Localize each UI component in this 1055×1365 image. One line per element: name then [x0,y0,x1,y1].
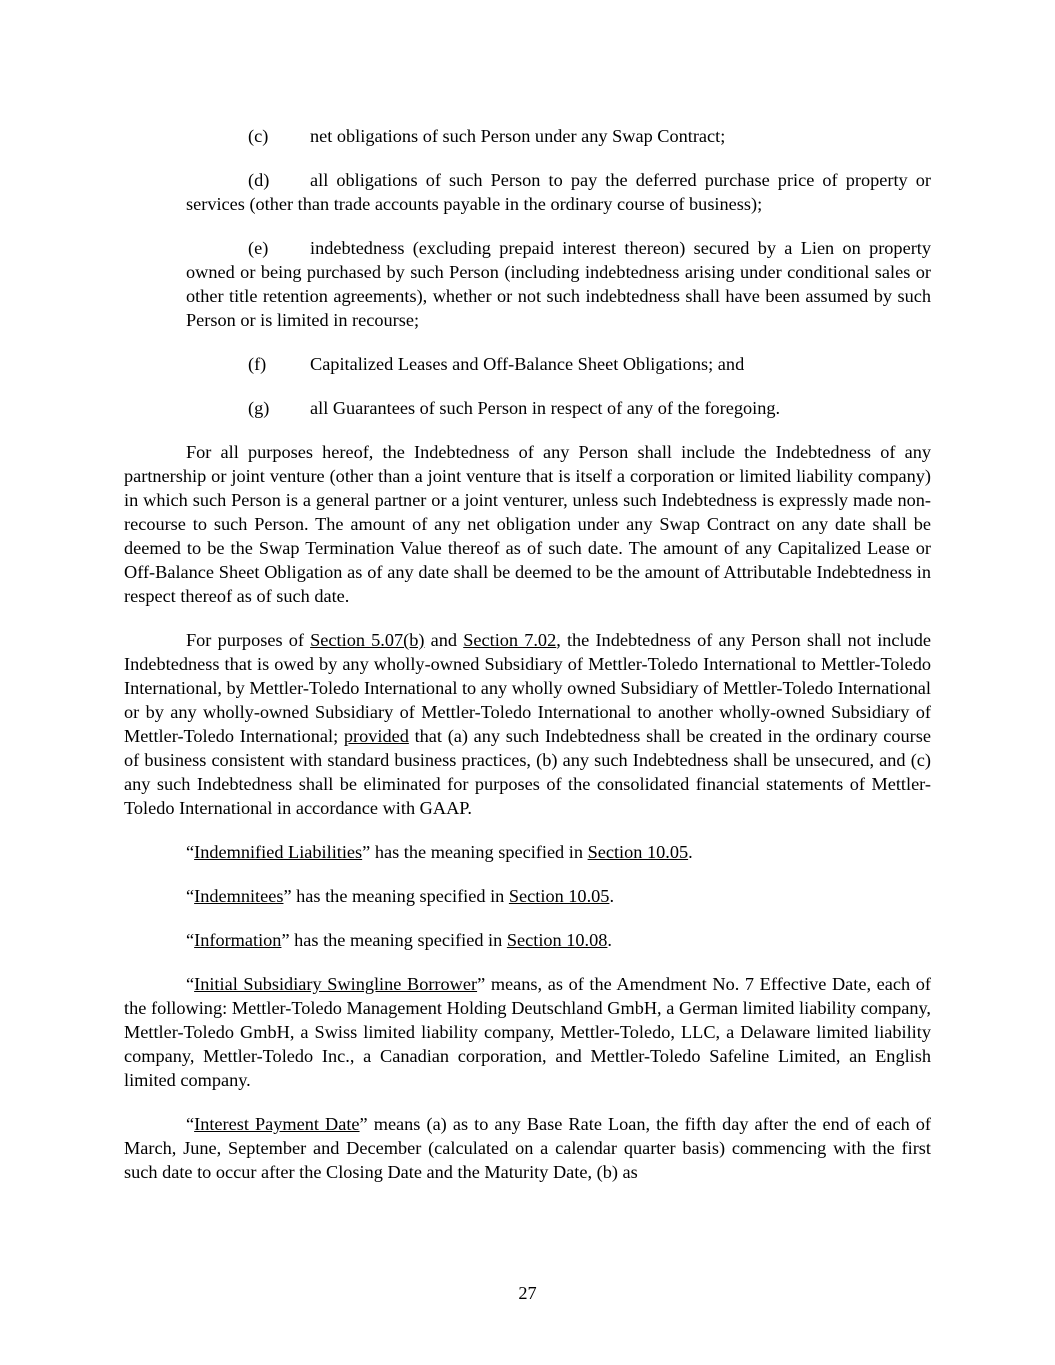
provided-term: provided [343,726,409,746]
paragraph-purposes-of-sections [124,628,931,820]
clause-text: all Guarantees of such Person in respect of any of the foregoing. [310,398,781,418]
clause-text: indebtedness (excluding prepaid interest thereon) secured by a Lien on property owned or being purchased by such Person (including indebtedness arising under conditional sales or other title retention agreements), whether or not such indebtedness shall have been assumed by such Person or is limited in recourse; [186,238,931,330]
open-quote: “ [186,842,195,862]
clause-label: (d) [248,170,270,190]
text-run: . [688,842,693,862]
text-run: ” has the meaning specified in [283,886,509,906]
section-ref-7-02: Section 7.02 [463,630,557,650]
defined-term: Initial Subsidiary Swingline Borrower [194,974,478,994]
page-number: 27 [518,1283,537,1303]
definition-interest-payment-date [124,1112,931,1184]
section-ref-5-07b: Section 5.07(b) [310,630,425,650]
open-quote: “ [186,1114,195,1134]
clause-d [186,168,931,216]
section-ref: Section 10.08 [506,930,608,950]
text-run: ” has the meaning specified in [281,930,507,950]
text-run: ” has the meaning specified in [362,842,588,862]
open-quote: “ [186,974,195,994]
clause-label: (e) [248,238,269,258]
section-ref: Section 10.05 [587,842,689,862]
text-run: , the Indebtedness of any Person shall not include Indebtedness that is owed by any wholly-owned Subsidiary of Mettler-Toledo International to Mettler-Toledo International, by Mettler-Toledo International to any wholly owned Subsidiary of Mettler-Toledo International or by any wholly-owned Subsidiary of Mettler-Toledo International to another wholly-owned Subsidiary of Mettler-Toledo International; [124,630,932,746]
clause-text: Capitalized Leases and Off-Balance Sheet Obligations; and [310,354,745,374]
defined-term: Information [194,930,282,950]
text-run: . [609,886,615,906]
clause-label: (g) [248,398,270,418]
clause-g [186,396,931,420]
text-run: that (a) any such Indebtedness shall be created in the ordinary course of business consistent with standard business practices, (b) any such Indebtedness shall be unsecured, and (c) any such Indebtedness shall be eliminated for purposes of the consolidated financial statements of Mettler-Toledo International in accordance with GAAP. [124,726,931,818]
document-page [124,124,931,1204]
clause-e [186,236,931,332]
paragraph-all-purposes: For all purposes hereof, the Indebtedness of any Person shall include the Indebtedness of any partnership or joint venture (other than a joint venture that is itself a corporation or limited liability company) in which such Person is a general partner or a joint venturer, unless such Indebtedness is expressly made non-recourse to such Person. The amount of any net obligation under any Swap Contract on any date shall be deemed to be the Swap Termination Value thereof as of such date. The amount of any Capitalized Lease or Off-Balance Sheet Obligation as of any date shall be deemed to be the amount of Attributable Indebtedness in respect thereof as of such date. [124,442,931,606]
text-run: For purposes of [186,630,311,650]
clause-label: (f) [248,354,267,374]
definition-information [124,928,931,952]
text-run: and [424,630,464,650]
text-run: ” means, as of the Amendment No. 7 Effective Date, each of the following: Mettler-Toledo Management Holding Deutschland GmbH, a German limited liability company, Mettler-Toledo GmbH, a Swiss limited liability company, Mettler-Toledo, LLC, a Delaware limited liability company, Mettler-Toledo Inc., a Canadian corporation, and Mettler-Toledo Safeline Limited, an English limited company. [124,974,932,1090]
clause-c [186,124,931,148]
definition-initial-subsidiary-swingline-borrower [124,972,931,1092]
clause-label: (c) [248,126,269,146]
definition-indemnitees [124,884,931,908]
open-quote: “ [186,930,195,950]
text-run: . [607,930,612,950]
defined-term: Interest Payment Date [194,1114,360,1134]
definition-indemnified-liabilities [124,840,931,864]
defined-term: Indemnitees [194,886,284,906]
defined-term: Indemnified Liabilities [194,842,363,862]
open-quote: “ [186,886,195,906]
text-run: ” means (a) as to any Base Rate Loan, the fifth day after the end of each of March, June, September and December (calculated on a calendar quarter basis) commencing with the first such date to occur after the Closing Date and the Maturity Date, (b) as [124,1114,931,1182]
clause-f [186,352,931,376]
section-ref: Section 10.05 [508,886,610,906]
clause-text: net obligations of such Person under any Swap Contract; [310,126,726,146]
clause-text: all obligations of such Person to pay the deferred purchase price of property or services (other than trade accounts payable in the ordinary course of business); [186,170,931,214]
